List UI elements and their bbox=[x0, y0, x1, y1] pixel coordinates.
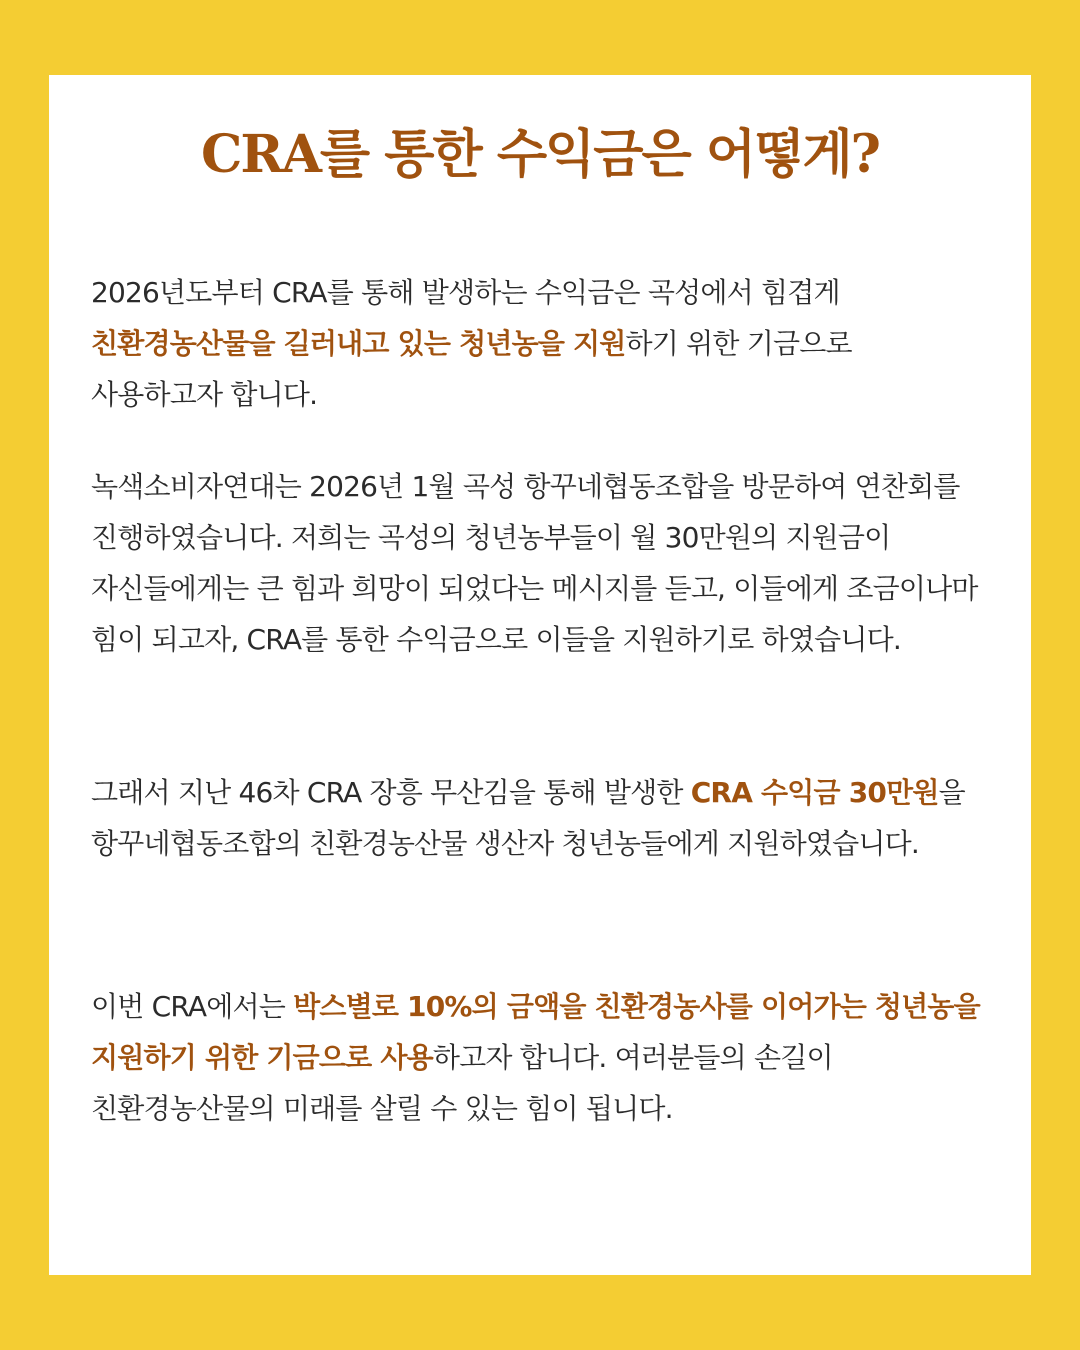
paragraph-previous-support bbox=[91, 767, 991, 869]
paragraph-text: 하기 위한 기금으로 사용하고자 합니다. bbox=[91, 327, 852, 411]
paragraph-current-plan bbox=[91, 981, 991, 1134]
paragraph-text: 그래서 지난 46차 CRA 장흥 무산김을 통해 발생한 bbox=[91, 776, 691, 809]
highlight-text: 친환경농산물을 길러내고 있는 청년농을 지원 bbox=[91, 327, 626, 360]
page-title: CRA를 통한 수익금은 어떻게? bbox=[200, 124, 880, 185]
paragraph-visit-background bbox=[91, 461, 991, 665]
highlight-text: 박스별로 10%의 금액을 친환경농사를 이어가는 청년농을 지원하기 위한 기금으로 사용 bbox=[91, 990, 980, 1074]
content-card bbox=[49, 75, 1031, 1275]
highlight-text: CRA 수익금 30만원 bbox=[690, 776, 939, 809]
paragraph-text: 을 항꾸네협동조합의 친환경농산물 생산자 청년농들에게 지원하였습니다. bbox=[91, 776, 965, 860]
paragraph-funding-purpose bbox=[91, 267, 991, 420]
paragraph-text: 하고자 합니다. 여러분들의 손길이 친환경농산물의 미래를 살릴 수 있는 힘이 됩니다. bbox=[91, 1041, 833, 1125]
paragraph-text: 이번 CRA에서는 bbox=[91, 990, 294, 1023]
paragraph-text: 2026년도부터 CRA를 통해 발생하는 수익금은 곡성에서 힘겹게 bbox=[91, 276, 840, 309]
paragraph-text: 녹색소비자연대는 2026년 1월 곡성 항꾸네협동조합을 방문하여 연찬회를 진행하였습니다. 저희는 곡성의 청년농부들이 월 30만원의 지원금이 자신들에게는 큰 힘과 희망이 되었다는 메시지를 듣고, 이들에게 조금이나마 힘이 되고자, CRA를 통한 수익금으로 이들을 지원하기로 하였습니다. bbox=[91, 470, 978, 656]
